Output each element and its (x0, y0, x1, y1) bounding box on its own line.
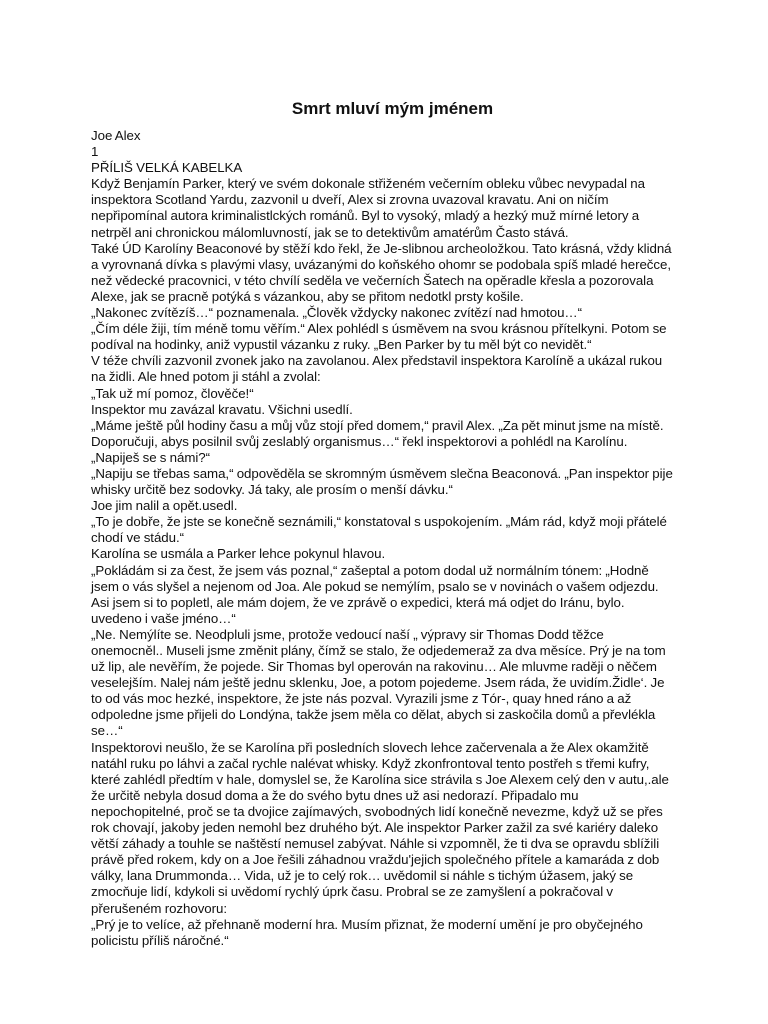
document-body (91, 128, 686, 949)
text-line: Alexe, jak se pracně potýká s vázankou, aby se přitom nedotkl prsty košile. (91, 288, 524, 304)
text-line: V téže chvíli zazvonil zvonek jako na zavolanou. Alex představil inspektora Karolíně a ukázal rukou (91, 353, 663, 369)
text-line: Inspektor mu zavázal kravatu. Všichni usedlí. (91, 401, 353, 417)
text-line: „Tak už mí pomoz, člověče!“ (91, 385, 254, 401)
text-line: veselejším. Nalej nám ještě jednu sklenku, Joe, a potom pojedeme. Jsem ráda, že uvidím.Židle‘. Je (91, 675, 665, 691)
text-line: přerušeném rozhovoru: (91, 900, 228, 916)
text-line: inspektora Scotland Yardu, zazvonil u dveří, Alex si zrovna uvazoval kravatu. Ani on ničím (91, 192, 609, 208)
text-line: to od vás moc hezké, inspektore, že jste nás pozval. Vyrazili jsme z Tór-, quay hned ráno a až (91, 691, 632, 707)
text-line: policistu příliš náročné.“ (91, 932, 229, 948)
text-line: „Napiješ se s námi?“ (91, 449, 210, 465)
text-line: Asi jsem si to popletl, ale mám dojem, že ve zprávě o expedici, která má odjet do Iránu, bylo. (91, 594, 625, 610)
text-line: „To je dobře, že jste se konečně seznámili,“ konstatoval s uspokojením. „Mám rád, když moji přátelé (91, 514, 667, 530)
text-line: „Prý je to velíce, až přehnaně moderní hra. Musím přiznat, že moderní umění je pro obyčejného (91, 916, 643, 932)
text-line: podíval na hodinky, aniž vypustil vázanku z ruky. „Ben Parker by tu měl být co nevidět.“ (91, 337, 592, 353)
text-line: už lip, ale nevěřím, že pojede. Sir Thomas byl operován na rakovinu… Ale mluvme raději o něčem (91, 659, 657, 675)
text-line: nepřipomínal autora kriminalistlckých románů. Byl to vysoký, mladý a hezký muž mírné letory a (91, 208, 640, 224)
text-line: whisky určitě bez sodovky. Já taky, ale prosím o menší dávku.“ (91, 482, 453, 498)
text-line: 1 (91, 144, 99, 160)
text-line: Když Benjamín Parker, který ve svém dokonale střiženém večerním obleku vůbec nevypadal na (91, 176, 645, 192)
text-line: natáhl ruku po láhvi a začal rychle nalévat whisky. Když zkonfrontoval tento postřeh s třemi kufry, (91, 755, 650, 771)
text-line: jsem o vás slyšel a nejenom od Joa. Ale pokud se nemýlím, psalo se v novinách o vašem odjezdu. (91, 578, 659, 594)
text-line: Inspektorovi neušlo, že se Karolína při posledních slovech lehce začervenala a že Alex okamžitě (91, 739, 649, 755)
text-line: „Napiju se třebas sama,“ odpověděla se skromným úsměvem slečna Beaconová. „Pan inspektor pije (91, 465, 673, 481)
text-line: Joe Alex (91, 128, 141, 143)
text-line: Doporučuji, abys posilnil svůj zeslablý organismus…“ řekl inspektorovi a pohlédl na Karolínu. (91, 433, 628, 449)
text-line: „Ne. Nemýlíte se. Neodpluli jsme, protože vedoucí naší „ výpravy sir Thomas Dodd těžce (91, 626, 604, 642)
text-line: právě před rokem, kdy on a Joe řešili záhadnou vraždu'jejich společného přítele a kamaráda z dob (91, 852, 660, 868)
text-line: rok chovají, jakoby jeden nemohl bez druhého být. Ale inspektor Parker zažil za své kariéry daleko (91, 820, 659, 836)
text-line: „Nakonec zvítězíš…“ poznamenala. „Člověk vždycky nakonec zvítězí nad hmotou…“ (91, 305, 583, 321)
text-line: na židli. Ale hned potom ji stáhl a zvolal: (91, 369, 321, 385)
text-line: se…“ (91, 723, 123, 739)
text-line: než vědecké pracovnici, v této chvílí seděla ve večerních Šatech na opěradle křesla a pozorovala (91, 272, 654, 288)
text-line: Joe jim nalil a opět.usedl. (91, 498, 238, 514)
text-line: PŘÍLIŠ VELKÁ KABELKA (91, 160, 243, 176)
text-line: zmocňuje lidí, kdykoli si uvědomí rychlý úprk času. Probral se ze zamyšlení a pokračoval v (91, 884, 613, 900)
text-line: že určitě nebyla dosud doma a že do svého bytu dnes už asi nedorazí. Připadalo mu (91, 787, 579, 803)
text-line: větší záhady a touhle se naštěstí nemusel zabývat. Náhle si vzpomněl, že ti dva se opravdu sblížili (91, 836, 660, 852)
text-line: „Čím déle žiji, tím méně tomu věřím.“ Alex pohlédl s úsměvem na svou krásnou přítelkyni. Potom se (91, 321, 667, 337)
text-line: války, lana Drummonda… Vida, už je to celý rok… uvědomil si náhle s tichým úžasem, jaký se (91, 868, 634, 884)
text-line: netrpěl ani chronickou málomluvností, jak se to detektivům amatérům Často stává. (91, 224, 569, 240)
text-line: které zahlédl předtím v hale, domyslel se, že Karolína sice strávila s Joe Alexem celý den v autu,.ale (91, 771, 669, 787)
text-line: „Máme ještě půl hodiny času a můj vůz stojí před domem,“ pravil Alex. „Za pět minut jsme na místě. (91, 417, 664, 433)
text-line: a vyrovnaná dívka s plavými vlasy, uvázanými do koňského ohomr se podobala spíš mladé herečce, (91, 256, 671, 272)
document-title: Smrt mluví mým jménem (291, 99, 494, 118)
text-line: chodí ve stádu.“ (91, 530, 185, 546)
text-line: Také ÚD Karolíny Beaconové by stěží kdo řekl, že Je-slibnou archeoložkou. Tato krásná, vždy klidná (91, 240, 672, 256)
text-line: uvedeno i vaše jméno…“ (91, 610, 236, 626)
text-line: Karolína se usmála a Parker lehce pokynul hlavou. (91, 546, 386, 562)
text-line: „Pokládám si za čest, že jsem vás poznal,“ zašeptal a potom dodal už normálním tónem: „Hodně (91, 562, 649, 578)
text-line: nepochopitelné, proč se ta dvojice zajímavých, svobodných lidí konečně nevezme, když už se přes (91, 803, 663, 819)
text-line: onemocněl.. Museli jsme změnit plány, čímž se stalo, že odjedemeraž za dva měsíce. Prý je na tom (91, 643, 666, 658)
text-line: odpoledne jsme přijeli do Londýna, takže jsem měla co dělat, abych si zaskočila domů a převlékla (91, 707, 656, 723)
